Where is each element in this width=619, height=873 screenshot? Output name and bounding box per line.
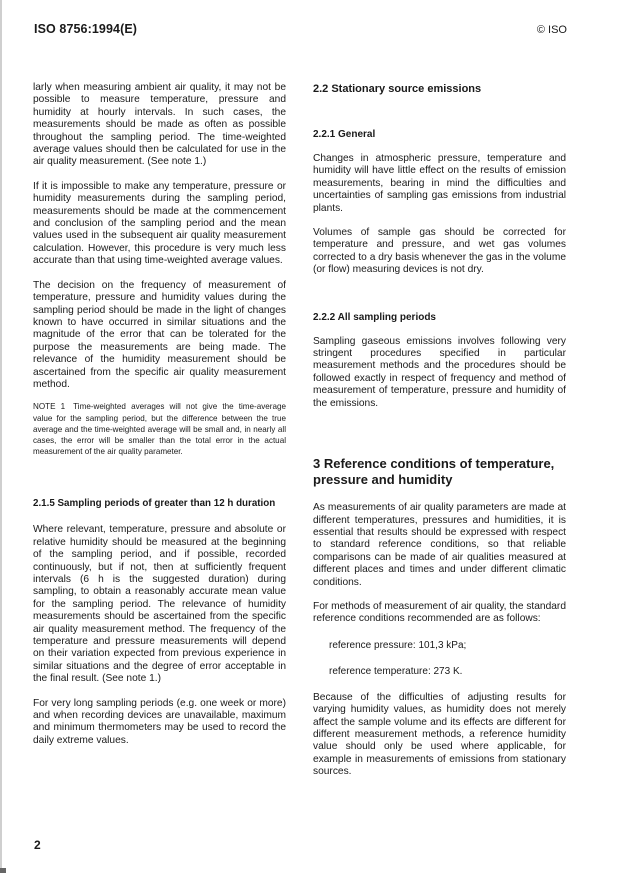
paragraph: For very long sampling periods (e.g. one week or more) and when recording devices are unavailable, maximum and minimum thermometers may be used to record the daily extreme values. — [33, 697, 286, 746]
reference-pressure: reference pressure: 101,3 kPa; — [329, 639, 467, 651]
page-edge-shadow — [0, 0, 2, 873]
note-label: NOTE 1 — [33, 402, 66, 412]
paragraph: The decision on the frequency of measurement of temperature, pressure and humidity values during the sampling period should be made in the light of changes known to have occurred in similar situations and the magnitude of the error that can be tolerated for the purpose the measurements are being made. The relevance of the humidity measurement should be ascertained from the specific air quality measurement method. — [33, 279, 286, 390]
paragraph: Where relevant, temperature, pressure and absolute or relative humidity should be measured at the beginning of the sampling period, and if possible, recorded continuously, but if not, then at sufficiently frequent intervals (6 h is the suggested duration) during sampling, to obtain a reasonably accurate mean value for the sampling period. The relevance of humidity measurements should be ascertained from the specific air quality measurement method. The frequency of the temperature and pressure measurements will depend on their variation expected from previous experience in similar situations and the degree of error acceptable in the final result. (See note 1.) — [33, 524, 286, 685]
page-corner-mark — [0, 868, 6, 873]
copyright-label: © ISO — [536, 24, 567, 36]
paragraph: As measurements of air quality parameters are made at different temperatures, pressures and humidities, it is essential that results should be expressed with respect to standard reference conditions, so that reliable comparisons can be made of air qualities measured at different places and times and under different climatic conditions. — [313, 502, 566, 588]
note-text: Time-weighted averages will not give the time-average value for the sampling period, but the difference between the true average and the time-weighted average will be small and, in nearly all cases, the error will be smaller than the total error in the actual measurement of the air quality parameter. — [33, 402, 286, 457]
paragraph: Changes in atmospheric pressure, temperature and humidity will have little effect on the results of emission measurements, bearing in mind the difficulties and uncertainties of sampling gas emissions from industrial plants. — [313, 153, 566, 214]
document-identifier: ISO 8756:1994(E) — [34, 22, 138, 36]
paragraph: Because of the difficulties of adjusting results for varying humidity values, as humidity does not merely affect the sample volume and its effects are different for different measurement methods, a reference humidity value should only be used where applicable, for example in measurements of emissions from stationary sources. — [313, 691, 566, 778]
section-heading-2-1-5: 2.1.5 Sampling periods of greater than 12 h duration — [33, 498, 276, 510]
paragraph: Sampling gaseous emissions involves following very stringent procedures specified in particular measurement methods and the procedures should be followed exactly in respect of frequency and method of measurement of temperature, pressure and humidity of the emissions. — [313, 335, 566, 409]
section-heading-2-2-1: 2.2.1 General — [313, 129, 376, 140]
left-column — [33, 82, 286, 747]
page-number: 2 — [34, 838, 41, 852]
section-heading-3: 3 Reference conditions of temperature, pressure and humidity — [313, 456, 555, 488]
paragraph: For methods of measurement of air quality, the standard reference conditions recommended are as follows: — [313, 600, 566, 625]
section-heading-2-2: 2.2 Stationary source emissions — [313, 83, 482, 95]
paragraph: larly when measuring ambient air quality, it may not be possible to measure temperature, pressure and humidity at hourly intervals. In such cases, the measurements should be made as often as possible throughout the sampling period. The time-weighted average values should then be calculated for use in the air quality measurement. (See note 1.) — [33, 82, 286, 168]
section-heading-2-2-2: 2.2.2 All sampling periods — [313, 311, 436, 323]
note-1 — [33, 401, 286, 457]
paragraph: If it is impossible to make any temperature, pressure or humidity measurements during the sampling period, measurements should be made at the commencement and conclusion of the sampling period and the mean values used in the subsequent air quality measurement calculation. However, this procedure is very much less accurate than that using time-weighted average values. — [33, 180, 286, 267]
reference-temperature: reference temperature: 273 K. — [329, 665, 463, 677]
right-column — [313, 82, 566, 779]
paragraph: Volumes of sample gas should be corrected for temperature and pressure, and wet gas volumes corrected to a dry basis whenever the gas in the volume (or flow) measuring devices is not dry. — [313, 227, 566, 276]
